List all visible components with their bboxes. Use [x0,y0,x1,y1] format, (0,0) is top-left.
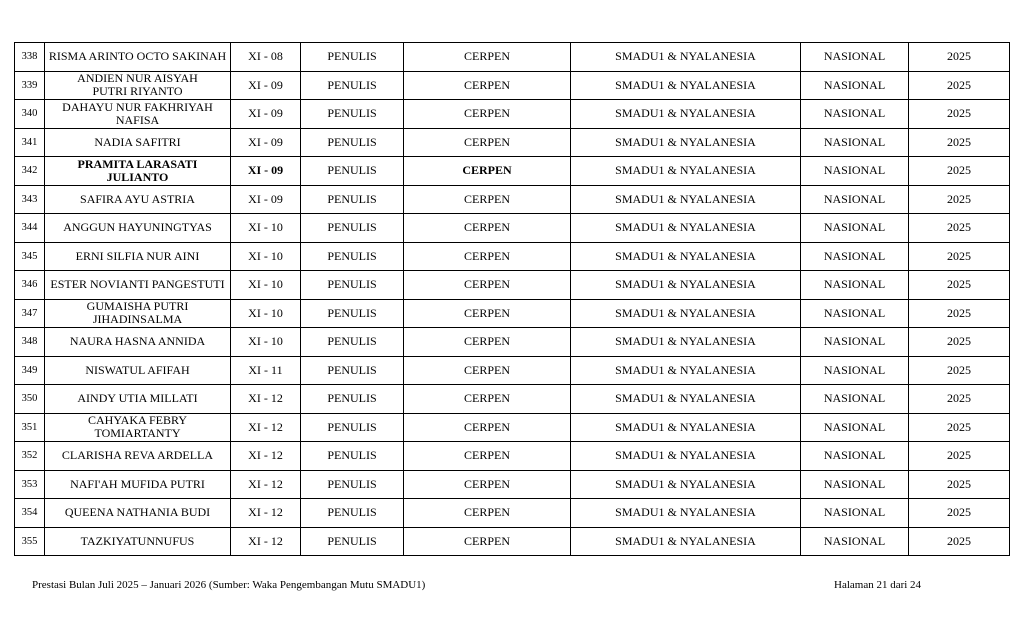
year-cell: 2025 [909,356,1010,385]
level-cell: NASIONAL [801,470,909,499]
class-cell: XI - 12 [231,385,301,414]
role-cell: PENULIS [301,385,404,414]
student-name: AINDY UTIA MILLATI [45,385,231,414]
organizer-cell: SMADU1 & NYALANESIA [571,527,801,556]
class-cell: XI - 12 [231,413,301,442]
role-cell: PENULIS [301,299,404,328]
row-number: 340 [15,100,45,129]
student-name: ESTER NOVIANTI PANGESTUTI [45,271,231,300]
student-name: TAZKIYATUNNUFUS [45,527,231,556]
role-cell: PENULIS [301,100,404,129]
student-name: DAHAYU NUR FAKHRIYAH NAFISA [45,100,231,129]
level-cell: NASIONAL [801,242,909,271]
row-number: 349 [15,356,45,385]
page-number: Halaman 21 dari 24 [834,579,922,591]
year-cell: 2025 [909,413,1010,442]
organizer-cell: SMADU1 & NYALANESIA [571,214,801,243]
row-number: 344 [15,214,45,243]
organizer-cell: SMADU1 & NYALANESIA [571,413,801,442]
category-cell: CERPEN [404,43,571,72]
table-row [15,185,1010,214]
student-name: NAURA HASNA ANNIDA [45,328,231,357]
organizer-cell: SMADU1 & NYALANESIA [571,499,801,528]
student-name: SAFIRA AYU ASTRIA [45,185,231,214]
organizer-cell: SMADU1 & NYALANESIA [571,442,801,471]
class-cell: XI - 12 [231,442,301,471]
table-row [15,299,1010,328]
category-cell: CERPEN [404,157,571,186]
level-cell: NASIONAL [801,299,909,328]
role-cell: PENULIS [301,214,404,243]
row-number: 347 [15,299,45,328]
level-cell: NASIONAL [801,385,909,414]
role-cell: PENULIS [301,128,404,157]
table-row [15,499,1010,528]
year-cell: 2025 [909,385,1010,414]
row-number: 342 [15,157,45,186]
footer-source-note: Prestasi Bulan Juli 2025 – Januari 2026 (Sumber: Waka Pengembangan Mutu SMADU1) [32,579,426,591]
row-number: 348 [15,328,45,357]
class-cell: XI - 11 [231,356,301,385]
category-cell: CERPEN [404,527,571,556]
category-cell: CERPEN [404,214,571,243]
role-cell: PENULIS [301,356,404,385]
table-row [15,271,1010,300]
row-number: 353 [15,470,45,499]
table-row [15,100,1010,129]
organizer-cell: SMADU1 & NYALANESIA [571,299,801,328]
level-cell: NASIONAL [801,185,909,214]
organizer-cell: SMADU1 & NYALANESIA [571,271,801,300]
row-number: 346 [15,271,45,300]
year-cell: 2025 [909,100,1010,129]
category-cell: CERPEN [404,185,571,214]
year-cell: 2025 [909,527,1010,556]
year-cell: 2025 [909,499,1010,528]
role-cell: PENULIS [301,185,404,214]
table-row [15,214,1010,243]
level-cell: NASIONAL [801,214,909,243]
row-number: 345 [15,242,45,271]
class-cell: XI - 10 [231,242,301,271]
row-number: 352 [15,442,45,471]
student-name: NAFI'AH MUFIDA PUTRI [45,470,231,499]
class-cell: XI - 09 [231,100,301,129]
year-cell: 2025 [909,442,1010,471]
organizer-cell: SMADU1 & NYALANESIA [571,385,801,414]
year-cell: 2025 [909,214,1010,243]
role-cell: PENULIS [301,499,404,528]
level-cell: NASIONAL [801,499,909,528]
table-row [15,385,1010,414]
class-cell: XI - 09 [231,185,301,214]
table-row-highlighted [15,157,1010,186]
student-name: NISWATUL AFIFAH [45,356,231,385]
level-cell: NASIONAL [801,328,909,357]
class-cell: XI - 09 [231,157,301,186]
role-cell: PENULIS [301,242,404,271]
year-cell: 2025 [909,328,1010,357]
category-cell: CERPEN [404,71,571,100]
organizer-cell: SMADU1 & NYALANESIA [571,128,801,157]
organizer-cell: SMADU1 & NYALANESIA [571,71,801,100]
class-cell: XI - 10 [231,214,301,243]
class-cell: XI - 10 [231,271,301,300]
role-cell: PENULIS [301,157,404,186]
role-cell: PENULIS [301,71,404,100]
student-name: ANGGUN HAYUNINGTYAS [45,214,231,243]
table-row [15,356,1010,385]
category-cell: CERPEN [404,356,571,385]
row-number: 341 [15,128,45,157]
student-name: GUMAISHA PUTRI JIHADINSALMA [45,299,231,328]
category-cell: CERPEN [404,242,571,271]
row-number: 343 [15,185,45,214]
role-cell: PENULIS [301,43,404,72]
class-cell: XI - 12 [231,470,301,499]
level-cell: NASIONAL [801,128,909,157]
class-cell: XI - 12 [231,527,301,556]
category-cell: CERPEN [404,100,571,129]
year-cell: 2025 [909,470,1010,499]
organizer-cell: SMADU1 & NYALANESIA [571,185,801,214]
category-cell: CERPEN [404,271,571,300]
year-cell: 2025 [909,271,1010,300]
table-row [15,71,1010,100]
category-cell: CERPEN [404,442,571,471]
row-number: 339 [15,71,45,100]
table-row [15,442,1010,471]
table-row [15,470,1010,499]
year-cell: 2025 [909,157,1010,186]
student-name: PRAMITA LARASATI JULIANTO [45,157,231,186]
row-number: 355 [15,527,45,556]
achievement-table [14,42,1010,556]
organizer-cell: SMADU1 & NYALANESIA [571,242,801,271]
category-cell: CERPEN [404,385,571,414]
category-cell: CERPEN [404,470,571,499]
category-cell: CERPEN [404,128,571,157]
year-cell: 2025 [909,128,1010,157]
category-cell: CERPEN [404,499,571,528]
role-cell: PENULIS [301,413,404,442]
organizer-cell: SMADU1 & NYALANESIA [571,157,801,186]
level-cell: NASIONAL [801,442,909,471]
table-row [15,43,1010,72]
level-cell: NASIONAL [801,100,909,129]
level-cell: NASIONAL [801,271,909,300]
role-cell: PENULIS [301,328,404,357]
class-cell: XI - 12 [231,499,301,528]
row-number: 351 [15,413,45,442]
level-cell: NASIONAL [801,413,909,442]
class-cell: XI - 09 [231,128,301,157]
student-name: ERNI SILFIA NUR AINI [45,242,231,271]
table-row [15,328,1010,357]
level-cell: NASIONAL [801,356,909,385]
category-cell: CERPEN [404,413,571,442]
table-row [15,128,1010,157]
class-cell: XI - 08 [231,43,301,72]
class-cell: XI - 09 [231,71,301,100]
year-cell: 2025 [909,43,1010,72]
role-cell: PENULIS [301,527,404,556]
year-cell: 2025 [909,185,1010,214]
student-name: CLARISHA REVA ARDELLA [45,442,231,471]
organizer-cell: SMADU1 & NYALANESIA [571,43,801,72]
student-name: NADIA SAFITRI [45,128,231,157]
year-cell: 2025 [909,71,1010,100]
year-cell: 2025 [909,299,1010,328]
role-cell: PENULIS [301,271,404,300]
level-cell: NASIONAL [801,527,909,556]
row-number: 354 [15,499,45,528]
student-name: ANDIEN NUR AISYAH PUTRI RIYANTO [45,71,231,100]
level-cell: NASIONAL [801,157,909,186]
student-name: QUEENA NATHANIA BUDI [45,499,231,528]
class-cell: XI - 10 [231,328,301,357]
category-cell: CERPEN [404,328,571,357]
row-number: 338 [15,43,45,72]
table-row [15,413,1010,442]
role-cell: PENULIS [301,442,404,471]
table-row [15,242,1010,271]
organizer-cell: SMADU1 & NYALANESIA [571,100,801,129]
role-cell: PENULIS [301,470,404,499]
year-cell: 2025 [909,242,1010,271]
class-cell: XI - 10 [231,299,301,328]
student-name: CAHYAKA FEBRY TOMIARTANTY [45,413,231,442]
student-name: RISMA ARINTO OCTO SAKINAH [45,43,231,72]
organizer-cell: SMADU1 & NYALANESIA [571,328,801,357]
row-number: 350 [15,385,45,414]
category-cell: CERPEN [404,299,571,328]
level-cell: NASIONAL [801,71,909,100]
level-cell: NASIONAL [801,43,909,72]
table-row [15,527,1010,556]
organizer-cell: SMADU1 & NYALANESIA [571,356,801,385]
organizer-cell: SMADU1 & NYALANESIA [571,470,801,499]
